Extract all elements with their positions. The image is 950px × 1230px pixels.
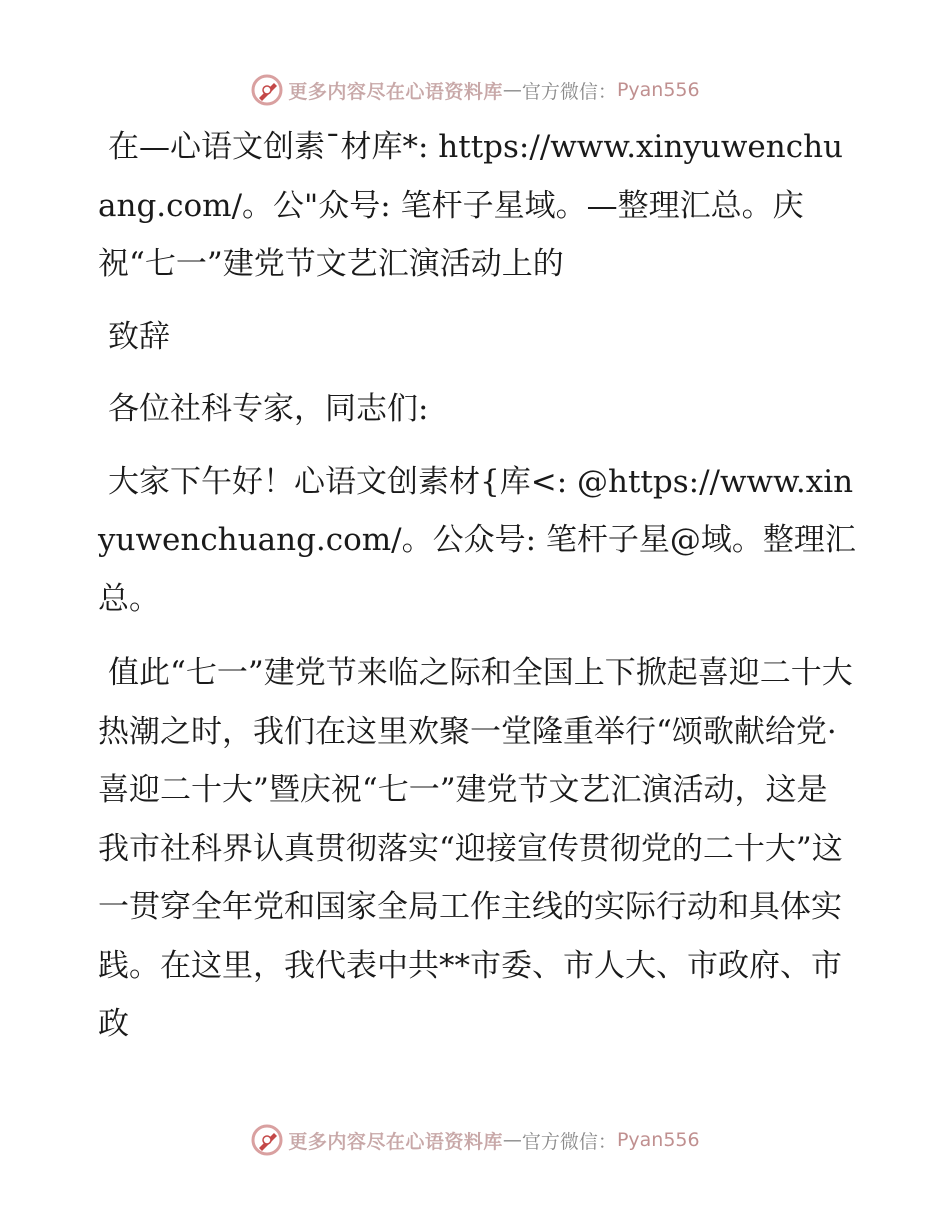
- header-watermark-banner: [0, 70, 950, 110]
- pen-logo-icon: [250, 1123, 284, 1157]
- banner-main-text: 更多内容尽在心语资料库: [288, 1130, 503, 1153]
- banner-wechat-label: 官方微信：: [521, 80, 617, 103]
- paragraph-body: 值此“七一”建党节来临之际和全国上下掀起喜迎二十大热潮之时，我们在这里欢聚一堂隆重举行“颂歌献给党·喜迎二十大”暨庆祝“七一”建党节文艺汇演活动，这是我市社科界认真贯彻落实“迎接宣传贯彻党的二十大”这一贯穿全年党和国家全局工作主线的实际行动和具体实践。在这里，我代表中共**市委、市人大、市政府、市政: [98, 655, 853, 1042]
- banner-main-text: 更多内容尽在心语资料库: [288, 80, 503, 103]
- paragraph-title: 致辞: [108, 318, 170, 355]
- banner-wechat-id: Pyan556: [616, 79, 700, 101]
- footer-watermark-banner: [0, 1120, 950, 1160]
- banner-wechat-id: Pyan556: [616, 1129, 700, 1151]
- paragraph-intro: 在—心语文创素¯材库*: https://www.xinyuwenchuang.com/。公"众号: 笔杆子星域。—整理汇总。庆祝“七一”建党节文艺汇演活动上的: [98, 129, 844, 282]
- banner-separator: —: [502, 1129, 522, 1151]
- banner-separator: —: [502, 79, 522, 101]
- document-body: [98, 118, 858, 1054]
- paragraph-salutation: 各位社科专家，同志们:: [108, 391, 429, 427]
- banner-wechat-label: 官方微信：: [521, 1130, 617, 1153]
- pen-logo-icon: [250, 73, 284, 107]
- paragraph-greeting: 大家下午好！心语文创素材{库<: @https://www.xinyuwenchuang.com/。公众号: 笔杆子星@域。整理汇总。: [98, 463, 856, 617]
